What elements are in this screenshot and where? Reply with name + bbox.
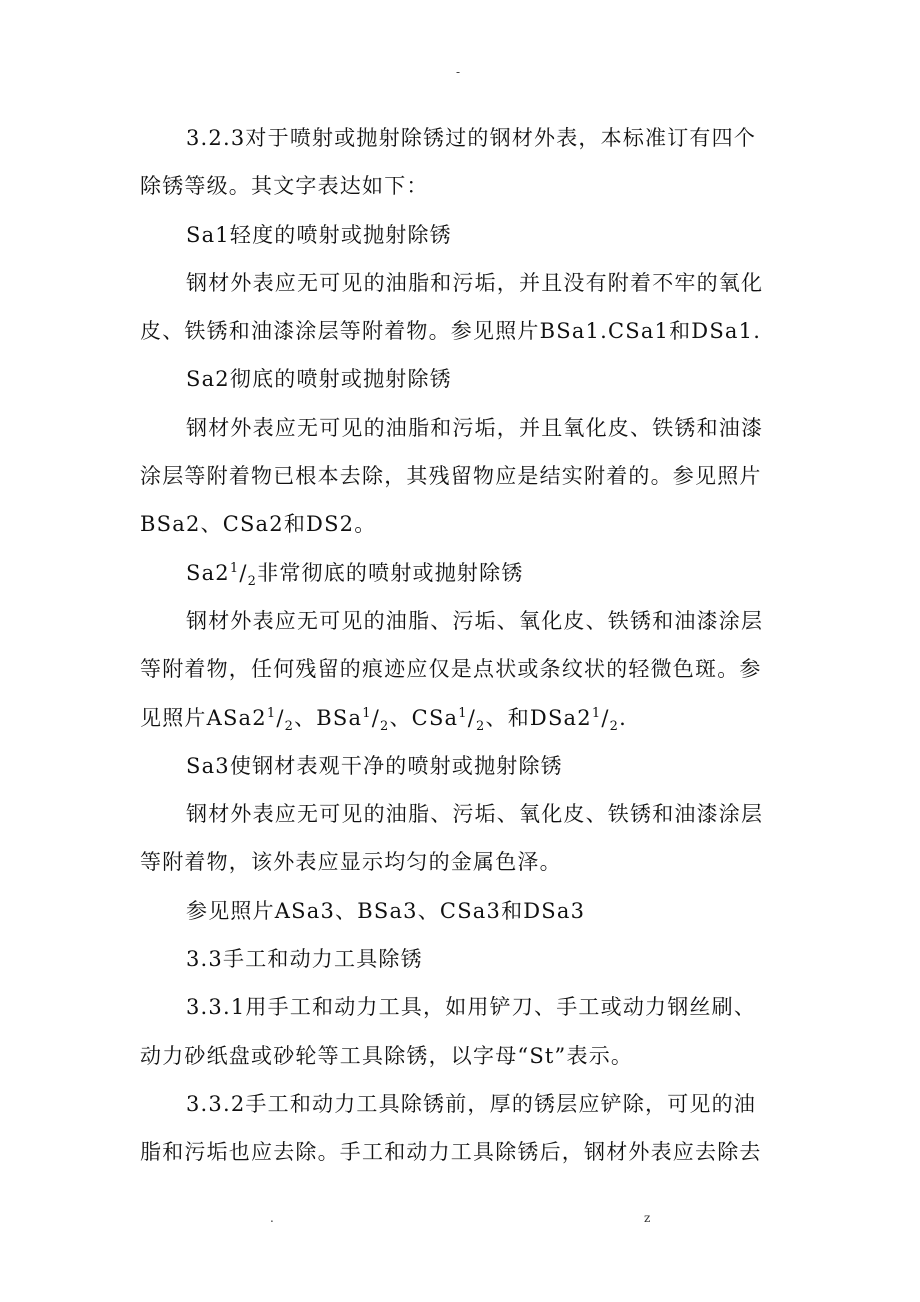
paragraph-3-3-2-line-2: 脂和污垢也应去除。手工和动力工具除锈后，钢材外表应去除去 bbox=[140, 1140, 762, 1165]
photo-ref-b: 、BSa bbox=[294, 705, 363, 730]
fraction-denominator: 2 bbox=[380, 718, 390, 734]
photo-ref-c: 、CSa bbox=[389, 705, 459, 730]
section-3-3-heading: 3.3手工和动力工具除锈 bbox=[186, 947, 423, 972]
sa2-heading: Sa2彻底的喷射或抛射除锈 bbox=[186, 367, 452, 392]
footer-left-mark: . bbox=[270, 1211, 274, 1225]
sa1-heading: Sa1轻度的喷射或抛射除锈 bbox=[186, 222, 452, 247]
fraction-numerator: 1 bbox=[229, 560, 240, 576]
paragraph-3-3-2-line-1: 3.3.2手工和动力工具除锈前，厚的锈层应铲除，可见的油 bbox=[186, 1091, 757, 1116]
sa2-description-line-1: 钢材外表应无可见的油脂和污垢，并且氧化皮、铁锈和油漆 bbox=[186, 415, 764, 440]
sa3-heading: Sa3使钢材表观干净的喷射或抛射除锈 bbox=[186, 753, 563, 778]
sa3-photo-references: 参见照片ASa3、BSa3、CSa3和DSa3 bbox=[186, 898, 586, 923]
fraction-slash: / bbox=[239, 560, 248, 585]
fraction-slash: / bbox=[601, 705, 610, 730]
fraction-numerator: 1 bbox=[362, 705, 372, 721]
paragraph-3-2-3-line-2: 除锈等级。其文字表达如下： bbox=[140, 174, 429, 199]
sa2-description-line-3: BSa2、CSa2和DS2。 bbox=[140, 512, 377, 537]
fraction-numerator: 1 bbox=[591, 705, 602, 721]
photo-ref-a: 见照片ASa2 bbox=[140, 705, 267, 730]
sa1-description-line-1: 钢材外表应无可见的油脂和污垢，并且没有附着不牢的氧化 bbox=[186, 270, 764, 295]
sa2-description-line-2: 涂层等附着物已根本去除，其残留物应是结实附着的。参见照片 bbox=[140, 464, 762, 489]
line-end: . bbox=[619, 705, 627, 730]
sa2-half-heading-text: 非常彻底的喷射或抛射除锈 bbox=[257, 560, 524, 585]
paragraph-3-3-1-line-2: 动力砂纸盘或砂轮等工具除锈，以字母“St”表示。 bbox=[140, 1043, 634, 1068]
sa3-description-line-2: 等附着物，该外表应显示均匀的金属色泽。 bbox=[140, 850, 562, 875]
sa2-half-description-line-3 bbox=[140, 694, 785, 742]
document-body bbox=[140, 114, 785, 1177]
fraction-denominator: 2 bbox=[476, 718, 486, 734]
sa2-half-description-line-1: 钢材外表应无可见的油脂、污垢、氧化皮、铁锈和油漆涂层 bbox=[186, 608, 764, 633]
fraction-denominator: 2 bbox=[247, 573, 258, 589]
paragraph-3-3-1-line-1: 3.3.1用手工和动力工具，如用铲刀、手工或动力钢丝刷、 bbox=[186, 995, 757, 1020]
fraction-denominator: 2 bbox=[609, 718, 620, 734]
footer-right-mark: z bbox=[644, 1211, 651, 1225]
sa3-description-line-1: 钢材外表应无可见的油脂、污垢、氧化皮、铁锈和油漆涂层 bbox=[186, 802, 764, 827]
sa2-half-description-line-2: 等附着物，任何残留的痕迹应仅是点状或条纹状的轻微色斑。参 bbox=[140, 657, 762, 682]
fraction-denominator: 2 bbox=[284, 718, 295, 734]
sa2-half-prefix: Sa2 bbox=[186, 560, 230, 585]
fraction-slash: / bbox=[371, 705, 380, 730]
photo-ref-d: 、和DSa2 bbox=[485, 705, 592, 730]
fraction-numerator: 1 bbox=[458, 705, 468, 721]
header-mark: - bbox=[456, 65, 461, 79]
sa2-half-heading bbox=[140, 549, 785, 597]
fraction-slash: / bbox=[276, 705, 285, 730]
fraction-numerator: 1 bbox=[266, 705, 277, 721]
sa1-description-line-2: 皮、铁锈和油漆涂层等附着物。参见照片BSa1.CSa1和DSa1. bbox=[140, 319, 762, 344]
paragraph-3-2-3-line-1: 3.2.3对于喷射或抛射除锈过的钢材外表，本标准订有四个 bbox=[186, 126, 757, 150]
fraction-slash: / bbox=[467, 705, 477, 730]
